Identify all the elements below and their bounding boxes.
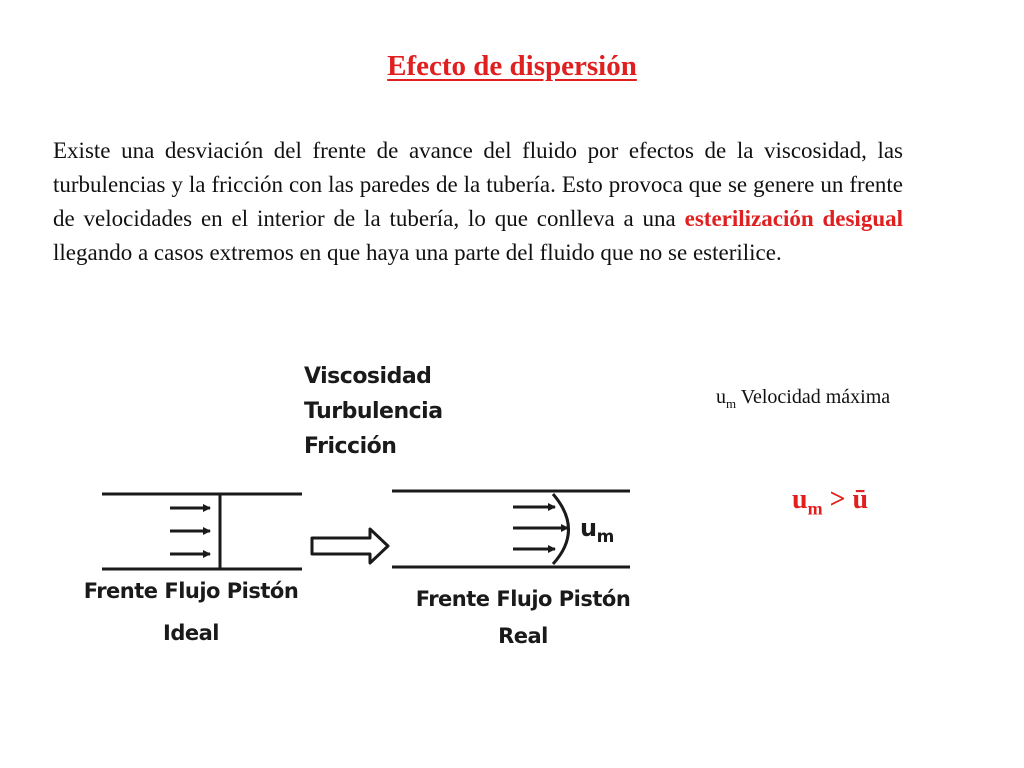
flow-diagram-graphics [58, 348, 658, 668]
ideal-caption-line1: Frente Flujo Pistón [83, 579, 299, 603]
legend-symbol: u [716, 386, 726, 408]
real-caption-line1: Frente Flujo Pistón [415, 587, 631, 611]
ideal-pipe [102, 494, 302, 569]
real-caption-line2: Real [498, 624, 548, 648]
ineq-lhs: u [792, 484, 808, 515]
slide-title: Efecto de dispersión [387, 50, 637, 82]
ideal-caption-line2: Ideal [163, 621, 219, 645]
paragraph-text-after: llegando a casos extremos en que haya una parte del fluido que no se esterilice. [53, 240, 782, 265]
legend-sub: m [726, 396, 737, 411]
um-diagram-label [580, 514, 614, 547]
ineq-rhs: ū [852, 484, 869, 515]
paragraph-text-before: Existe una desviación del frente de avance del fluido por efectos de la viscosidad, las turbulencias y la fricción con las paredes de la tubería. Esto provoca que se genere un frente de velocidades en el interior de la tubería, lo que conlleva a una [53, 138, 903, 231]
ineq-op: > [822, 484, 853, 515]
transition-arrow [312, 529, 388, 563]
highlight-text: esterilización desigual [684, 206, 903, 231]
cause-turbulence: Turbulencia [304, 399, 443, 424]
um-sub: m [596, 526, 614, 547]
velocity-inequality [792, 484, 868, 520]
um-base: u [580, 514, 597, 542]
ineq-sub: m [807, 498, 823, 519]
velocity-legend [716, 386, 890, 412]
flow-diagram [58, 348, 658, 668]
body-paragraph [53, 134, 903, 270]
cause-friction: Fricción [304, 434, 397, 459]
legend-text: Velocidad máxima [736, 386, 891, 408]
cause-viscosity: Viscosidad [304, 364, 432, 389]
slide-title-wrap [0, 50, 1024, 83]
